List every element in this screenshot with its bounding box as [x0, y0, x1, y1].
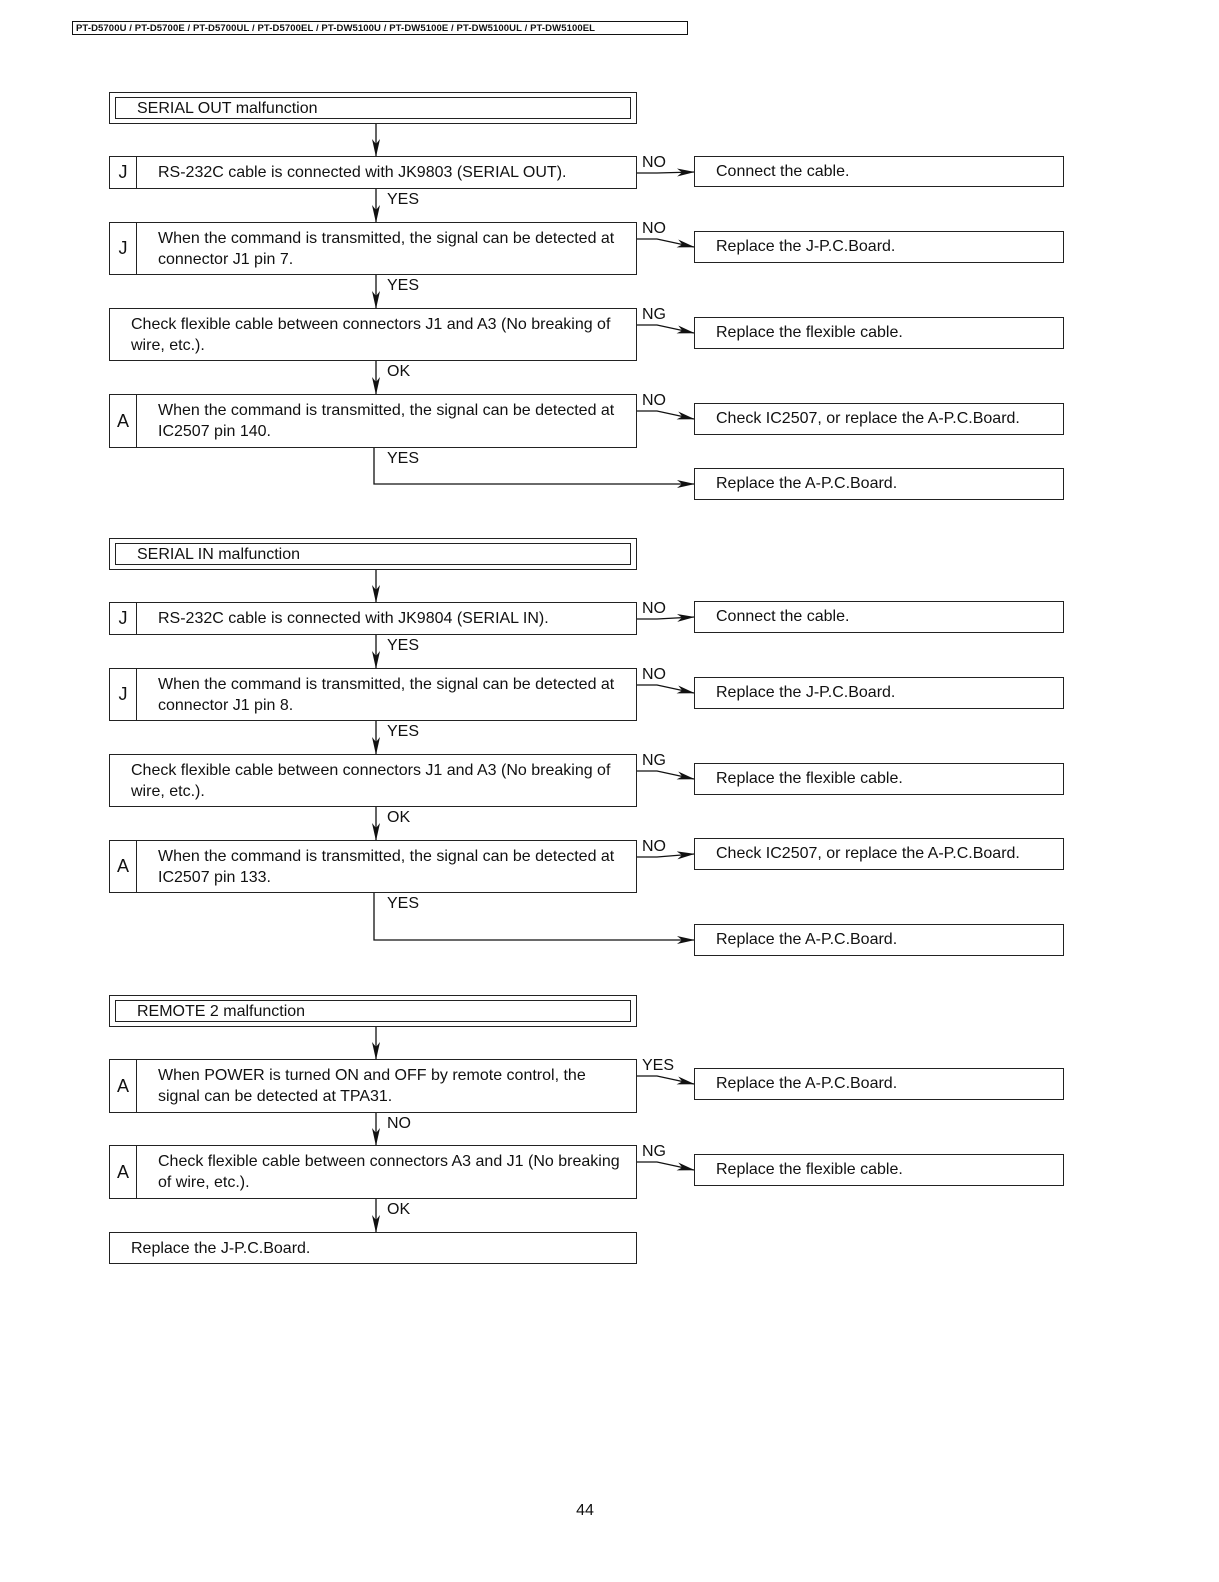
side-arrow: [637, 172, 694, 173]
result-box: [694, 838, 1064, 870]
side-arrow: [637, 239, 694, 247]
result-box: [694, 763, 1064, 795]
model-header: PT-D5700U / PT-D5700E / PT-D5700UL / PT-D5700EL / PT-DW5100U / PT-DW5100E / PT-DW5100UL / PT-DW5100EL: [72, 21, 688, 35]
section-title: REMOTE 2 malfunction: [115, 1000, 631, 1022]
side-arrow: [637, 1076, 694, 1084]
decision-text: Check flexible cable between connectors J1 and A3 (No breaking of wire, etc.).: [131, 315, 611, 354]
side-arrow: [637, 685, 694, 693]
page-number: 44: [576, 1502, 594, 1519]
decision-text: RS-232C cable is connected with JK9804 (SERIAL IN).: [158, 610, 549, 627]
decision-box: [109, 1059, 637, 1113]
result-text: Replace the A-P.C.Board.: [716, 1075, 898, 1092]
result-text: Check IC2507, or replace the A-P.C.Board.: [716, 845, 1020, 862]
result-box: [694, 317, 1064, 349]
result-box: [694, 468, 1064, 500]
result-text: Replace the J-P.C.Board.: [716, 238, 896, 255]
decision-text: When POWER is turned ON and OFF by remote control, the signal can be detected at TPA31.: [158, 1067, 586, 1105]
final-action-text: Replace the J-P.C.Board.: [131, 1239, 311, 1257]
branch-label: NO: [642, 666, 666, 683]
branch-label: YES: [387, 450, 420, 467]
result-box: [694, 924, 1064, 956]
result-box: [694, 1154, 1064, 1186]
final-action-box: [109, 1232, 637, 1264]
final-arrow: [374, 893, 694, 940]
decision-text: When the command is transmitted, the signal can be detected at connector J1 pin 8.: [158, 675, 615, 714]
result-text: Replace the A-P.C.Board.: [716, 931, 898, 948]
result-text: Connect the cable.: [716, 608, 850, 625]
branch-label: YES: [387, 191, 420, 208]
board-tag: J: [110, 223, 137, 274]
result-box: [694, 1068, 1064, 1100]
branch-label: YES: [387, 277, 420, 294]
side-arrow: [637, 325, 694, 333]
branch-label: NO: [642, 600, 666, 617]
branch-label: OK: [387, 363, 411, 380]
decision-box: [109, 308, 637, 361]
decision-box: [109, 668, 637, 721]
decision-box: [109, 602, 637, 635]
board-tag: A: [110, 841, 137, 892]
branch-label: NO: [642, 838, 666, 855]
branch-label: NO: [642, 392, 666, 409]
decision-box: [109, 1145, 637, 1199]
result-text: Replace the flexible cable.: [716, 324, 903, 341]
section-title: SERIAL IN malfunction: [115, 543, 631, 565]
decision-text: When the command is transmitted, the signal can be detected at connector J1 pin 7.: [158, 229, 615, 268]
decision-text: RS-232C cable is connected with JK9803 (SERIAL OUT).: [158, 164, 567, 181]
final-arrow: [374, 448, 694, 484]
decision-box: [109, 156, 637, 189]
branch-label: NG: [642, 1143, 666, 1160]
branch-label: OK: [387, 1201, 411, 1218]
result-text: Replace the A-P.C.Board.: [716, 475, 898, 492]
result-box: [694, 403, 1064, 435]
branch-label: NG: [642, 306, 666, 323]
decision-box: [109, 840, 637, 893]
side-arrow: [637, 1162, 694, 1170]
decision-box: [109, 222, 637, 275]
decision-text: When the command is transmitted, the signal can be detected at IC2507 pin 133.: [158, 847, 615, 886]
section-title-box: [109, 995, 637, 1027]
board-tag: J: [110, 603, 137, 634]
result-box: [694, 156, 1064, 187]
result-box: [694, 677, 1064, 709]
board-tag: A: [110, 1146, 137, 1198]
board-tag: A: [110, 395, 137, 447]
section-title-box: [109, 92, 637, 124]
result-text: Check IC2507, or replace the A-P.C.Board.: [716, 410, 1020, 427]
branch-label: NO: [642, 154, 666, 171]
result-text: Replace the J-P.C.Board.: [716, 684, 896, 701]
section-title-box: [109, 538, 637, 570]
branch-label: NO: [387, 1115, 411, 1132]
branch-label: NG: [642, 752, 666, 769]
side-arrow: [637, 411, 694, 419]
result-text: Replace the flexible cable.: [716, 770, 903, 787]
branch-label: OK: [387, 809, 411, 826]
decision-text: Check flexible cable between connectors A3 and J1 (No breaking of wire, etc.).: [158, 1153, 620, 1191]
result-box: [694, 601, 1064, 633]
result-text: Connect the cable.: [716, 162, 850, 180]
side-arrow: [637, 771, 694, 779]
decision-box: [109, 394, 637, 448]
board-tag: J: [110, 157, 137, 188]
branch-label: YES: [387, 723, 420, 740]
branch-label: NO: [642, 220, 666, 237]
result-text: Replace the flexible cable.: [716, 1161, 903, 1178]
board-tag: A: [110, 1060, 137, 1112]
decision-text: When the command is transmitted, the signal can be detected at IC2507 pin 140.: [158, 402, 615, 440]
result-box: [694, 231, 1064, 263]
branch-label: YES: [387, 637, 420, 654]
board-tag: J: [110, 669, 137, 720]
decision-box: [109, 754, 637, 807]
branch-label: YES: [387, 895, 420, 912]
decision-text: Check flexible cable between connectors J1 and A3 (No breaking of wire, etc.).: [131, 761, 611, 800]
section-title: SERIAL OUT malfunction: [115, 97, 631, 119]
branch-label: YES: [642, 1057, 675, 1074]
